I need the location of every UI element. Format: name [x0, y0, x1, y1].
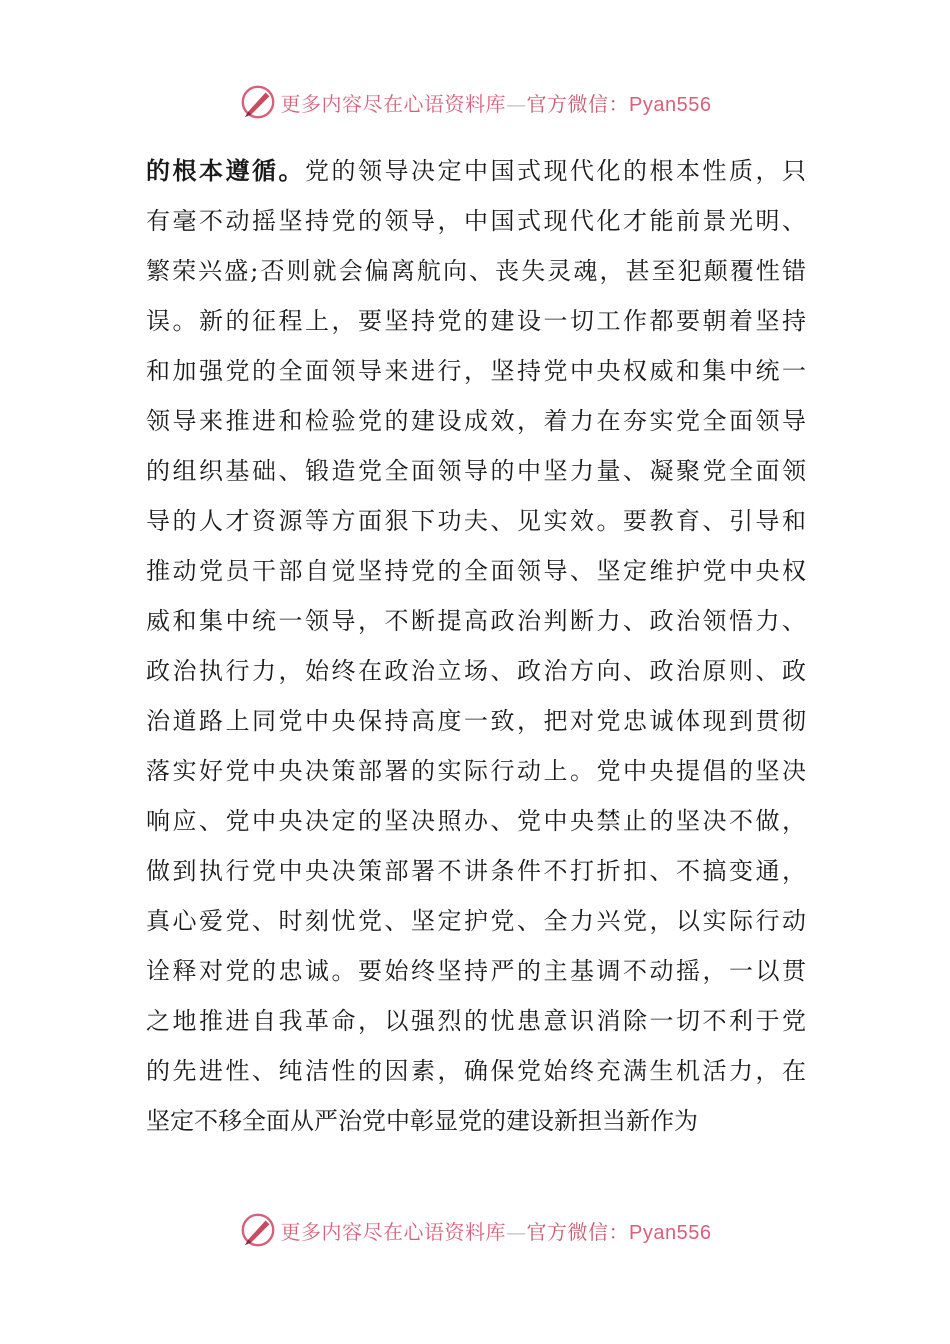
banner-wechat-id: Pyan556 — [629, 1221, 712, 1244]
body-line: 真心爱党、时刻忧党、坚定护党、全力兴党，以实际行动 — [146, 907, 806, 935]
body-line-0 — [146, 146, 806, 196]
banner-wechat-label: 官方微信： — [526, 1219, 630, 1244]
body-line: 领导来推进和检验党的建设成效，着力在夯实党全面领导 — [146, 407, 806, 435]
pen-logo-icon — [239, 1211, 277, 1249]
body-line: 导的人才资源等方面狠下功夫、见实效。要教育、引导和 — [146, 507, 806, 535]
body-line: 响应、党中央决定的坚决照办、党中央禁止的坚决不做， — [146, 807, 806, 835]
body-line: 治道路上同党中央保持高度一致，把对党忠诚体现到贯彻 — [146, 707, 806, 735]
body-line: 繁荣兴盛;否则就会偏离航向、丧失灵魂，甚至犯颠覆性错 — [146, 257, 806, 285]
body-line: 误。新的征程上，要坚持党的建设一切工作都要朝着坚持 — [146, 307, 806, 335]
banner-wechat-label: 官方微信： — [526, 91, 630, 116]
body-line: 的先进性、纯洁性的因素，确保党始终充满生机活力，在 — [146, 1057, 806, 1085]
banner-text — [281, 88, 712, 117]
pen-logo-icon — [239, 83, 277, 121]
lead-bold-text: 的根本遵循。 — [146, 156, 305, 185]
banner-text — [281, 1216, 712, 1245]
body-line: 和加强党的全面领导来进行，坚持党中央权威和集中统一 — [146, 357, 806, 385]
body-line: 威和集中统一领导，不断提高政治判断力、政治领悟力、 — [146, 607, 806, 635]
banner-site-text: 更多内容尽在心语资料库 — [280, 91, 507, 116]
body-text — [146, 146, 806, 1146]
banner-dash: — — [506, 1219, 527, 1244]
body-line-0-text: 党的领导决定中国式现代化的根本性质，只 — [305, 157, 806, 185]
body-line: 政治执行力，始终在政治立场、政治方向、政治原则、政 — [146, 657, 806, 685]
body-line: 做到执行党中央决策部署不讲条件不打折扣、不搞变通， — [146, 857, 806, 885]
banner-wechat-id: Pyan556 — [629, 93, 712, 116]
body-line: 有毫不动摇坚持党的领导，中国式现代化才能前景光明、 — [146, 207, 806, 235]
banner-dash: — — [506, 91, 527, 116]
body-line: 诠释对党的忠诚。要始终坚持严的主基调不动摇，一以贯 — [146, 957, 806, 985]
body-line: 之地推进自我革命，以强烈的忧患意识消除一切不利于党 — [146, 1007, 806, 1035]
footer-banner — [0, 1208, 950, 1252]
banner-site-text: 更多内容尽在心语资料库 — [280, 1219, 507, 1244]
body-line: 坚定不移全面从严治党中彰显党的建设新担当新作为 — [146, 1107, 698, 1135]
body-line: 落实好党中央决策部署的实际行动上。党中央提倡的坚决 — [146, 757, 806, 785]
body-line: 推动党员干部自觉坚持党的全面领导、坚定维护党中央权 — [146, 557, 806, 585]
header-banner — [0, 80, 950, 124]
body-line: 的组织基础、锻造党全面领导的中坚力量、凝聚党全面领 — [146, 457, 806, 485]
